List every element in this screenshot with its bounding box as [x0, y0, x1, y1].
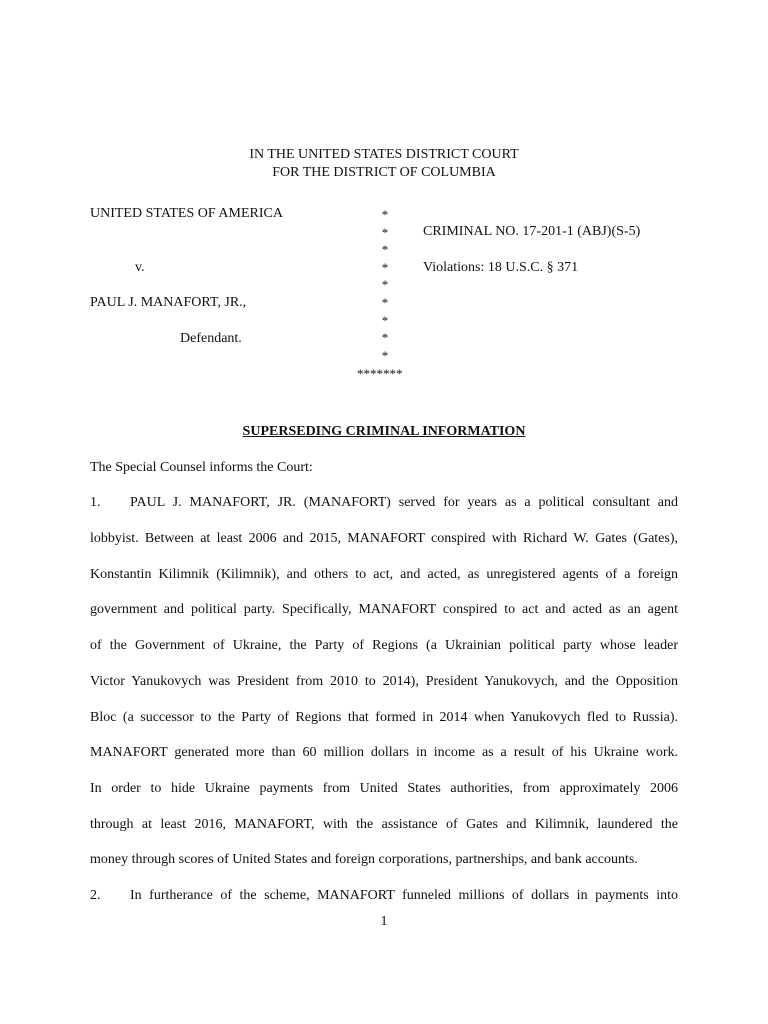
paragraph-line: PAUL J. MANAFORT, JR. (MANAFORT) served for years as a political consultant and — [130, 495, 678, 510]
caption-defendant-name: PAUL J. MANAFORT, JR., — [90, 295, 247, 310]
paragraph-number: 1. — [90, 495, 101, 510]
caption-defendant-label: Defendant. — [180, 331, 242, 346]
paragraph-line: through at least 2016, MANAFORT, with the assistance of Gates and Kilimnik, laundered the — [90, 817, 678, 832]
court-name-line1: IN THE UNITED STATES DISTRICT COURT — [249, 147, 519, 162]
caption-star-row: ******* — [357, 366, 403, 381]
paragraph-line: Victor Yanukovych was President from 2010 to 2014), President Yanukovych, and the Opposition — [90, 674, 678, 689]
paragraph-line: In order to hide Ukraine payments from United States authorities, from approximately 2006 — [90, 781, 678, 796]
paragraph-line: Bloc (a successor to the Party of Regions that formed in 2014 when Yanukovych fled to Russia). — [90, 710, 678, 725]
caption-versus: v. — [135, 260, 145, 275]
paragraph-line: Konstantin Kilimnik (Kilimnik), and others to act, and acted, as unregistered agents of a foreign — [90, 567, 678, 582]
caption-star: * — [381, 294, 389, 310]
paragraph-number: 2. — [90, 888, 101, 903]
violations: Violations: 18 U.S.C. § 371 — [423, 260, 579, 275]
page-number: 1 — [380, 914, 388, 929]
paragraph-line: money through scores of United States and foreign corporations, partnerships, and bank accounts. — [90, 852, 638, 867]
caption-plaintiff: UNITED STATES OF AMERICA — [90, 206, 283, 221]
document-title: SUPERSEDING CRIMINAL INFORMATION — [242, 424, 526, 439]
caption-star: * — [381, 347, 389, 363]
caption-star: * — [381, 259, 389, 275]
court-name-line2: FOR THE DISTRICT OF COLUMBIA — [272, 165, 496, 180]
caption-star: * — [381, 277, 389, 293]
paragraph-line: MANAFORT generated more than 60 million dollars in income as a result of his Ukraine work. — [90, 745, 678, 760]
caption-star: * — [381, 312, 389, 328]
intro-text: The Special Counsel informs the Court: — [90, 460, 313, 475]
paragraph-line: government and political party. Specifically, MANAFORT conspired to act and acted as an agent — [90, 602, 678, 617]
case-number: CRIMINAL NO. 17-201-1 (ABJ)(S-5) — [423, 224, 641, 239]
paragraph-line: In furtherance of the scheme, MANAFORT funneled millions of dollars in payments into — [130, 888, 678, 903]
caption-star: * — [381, 207, 389, 222]
caption-star: * — [381, 224, 389, 240]
caption-star: * — [381, 330, 389, 346]
paragraph-line: lobbyist. Between at least 2006 and 2015, MANAFORT conspired with Richard W. Gates (Gates), — [90, 531, 678, 546]
caption-star: * — [381, 242, 389, 258]
paragraph-line: of the Government of Ukraine, the Party of Regions (a Ukrainian political party whose leader — [90, 638, 678, 653]
caption-star-column — [380, 206, 390, 364]
